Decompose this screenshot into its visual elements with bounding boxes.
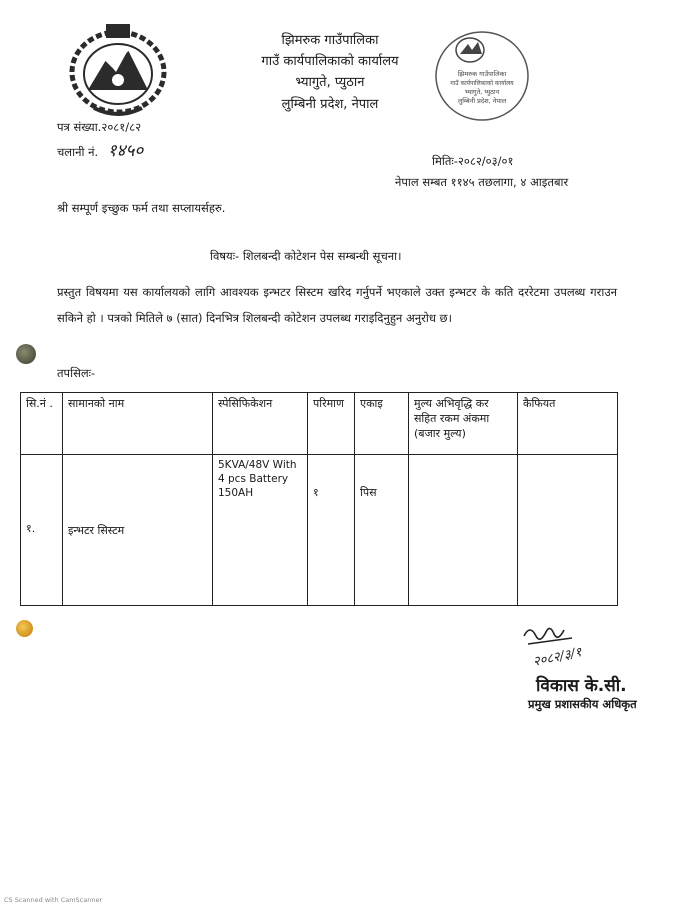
nepal-sambat-date: नेपाल सम्बत ११४५ तछलागा, ४ आइतबार bbox=[395, 175, 569, 189]
dispatch-number: चलानी नं. १४५० bbox=[57, 141, 144, 161]
svg-text:झिमरुक गाउँपालिका: झिमरुक गाउँपालिका bbox=[457, 70, 507, 78]
government-emblem-icon bbox=[66, 20, 170, 120]
office-name-line-1: झिमरुक गाउँपालिका bbox=[281, 33, 379, 48]
punch-hole-icon bbox=[16, 344, 36, 364]
header-serial: सि.नं . bbox=[21, 393, 63, 455]
header-quantity: परिमाण bbox=[308, 393, 355, 455]
cell-amount bbox=[409, 455, 518, 606]
cell-quantity: १ bbox=[308, 455, 355, 606]
signatory-name: विकास के.सी. bbox=[536, 676, 627, 696]
letter-number: पत्र संख्या.२०८१/८२ bbox=[57, 120, 142, 134]
letter-date: मितिः-२०८२/०३/०१ bbox=[432, 154, 514, 168]
recipient: श्री सम्पूर्ण इच्छुक फर्म तथा सप्लायर्सहरु. bbox=[57, 201, 226, 215]
scanner-watermark: CS Scanned with CamScanner bbox=[4, 896, 103, 904]
svg-text:लुम्बिनी प्रदेश, नेपाल: लुम्बिनी प्रदेश, नेपाल bbox=[457, 97, 507, 105]
cell-unit: पिस bbox=[355, 455, 409, 606]
office-stamp-icon bbox=[432, 28, 532, 124]
header-amount: मुल्य अभिवृद्धि कर सहित रकम अंकमा (बजार मुल्य) bbox=[409, 393, 518, 455]
cell-specification: 5KVA/48V With 4 pcs Battery 150AH bbox=[213, 455, 308, 606]
cell-remarks bbox=[518, 455, 618, 606]
details-label: तपसिलः- bbox=[57, 366, 96, 380]
svg-text:भ्यागुते, प्युठान: भ्यागुते, प्युठान bbox=[464, 88, 500, 96]
items-table bbox=[20, 392, 618, 606]
table-row bbox=[21, 455, 618, 606]
cell-item-name: इन्भटर सिस्टम bbox=[63, 455, 213, 606]
header-remarks: कैफियत bbox=[518, 393, 618, 455]
header-specification: स्पेसिफिकेशन bbox=[213, 393, 308, 455]
header-unit: एकाइ bbox=[355, 393, 409, 455]
handwritten-signature-icon bbox=[520, 622, 620, 672]
office-province-line: लुम्बिनी प्रदेश, नेपाल bbox=[281, 97, 379, 112]
signatory-title: प्रमुख प्रशासकीय अधिकृत bbox=[528, 697, 637, 711]
body-paragraph: प्रस्तुत विषयमा यस कार्यालयको लागि आवश्यक इन्भटर सिस्टम खरिद गर्नुपर्ने भएकाले उक्त इन्भटर के कति दररेटमा उपलब्ध गराउन सकिने हो । पत्रको मितिले ७ (सात) दिनभित्र शिलबन्दी कोटेशन उपलब्ध गराइदिनुहुन अनुरोध छ। bbox=[57, 285, 617, 325]
punch-hole-icon bbox=[16, 620, 33, 637]
cell-serial: १. bbox=[21, 455, 63, 606]
header-item-name: सामानको नाम bbox=[63, 393, 213, 455]
subject-line: विषयः- शिलबन्दी कोटेशन पेस सम्बन्धी सूचना। bbox=[210, 249, 402, 263]
table-header-row bbox=[21, 393, 618, 455]
svg-text:गाउँ कार्यपालिकाको कार्यालय: गाउँ कार्यपालिकाको कार्यालय bbox=[450, 80, 514, 87]
office-address-line: भ्यागुते, प्युठान bbox=[295, 75, 365, 90]
svg-text:२०८२/३/१: २०८२/३/१ bbox=[531, 644, 584, 670]
office-name-line-2: गाउँ कार्यपालिकाको कार्यालय bbox=[261, 54, 399, 69]
